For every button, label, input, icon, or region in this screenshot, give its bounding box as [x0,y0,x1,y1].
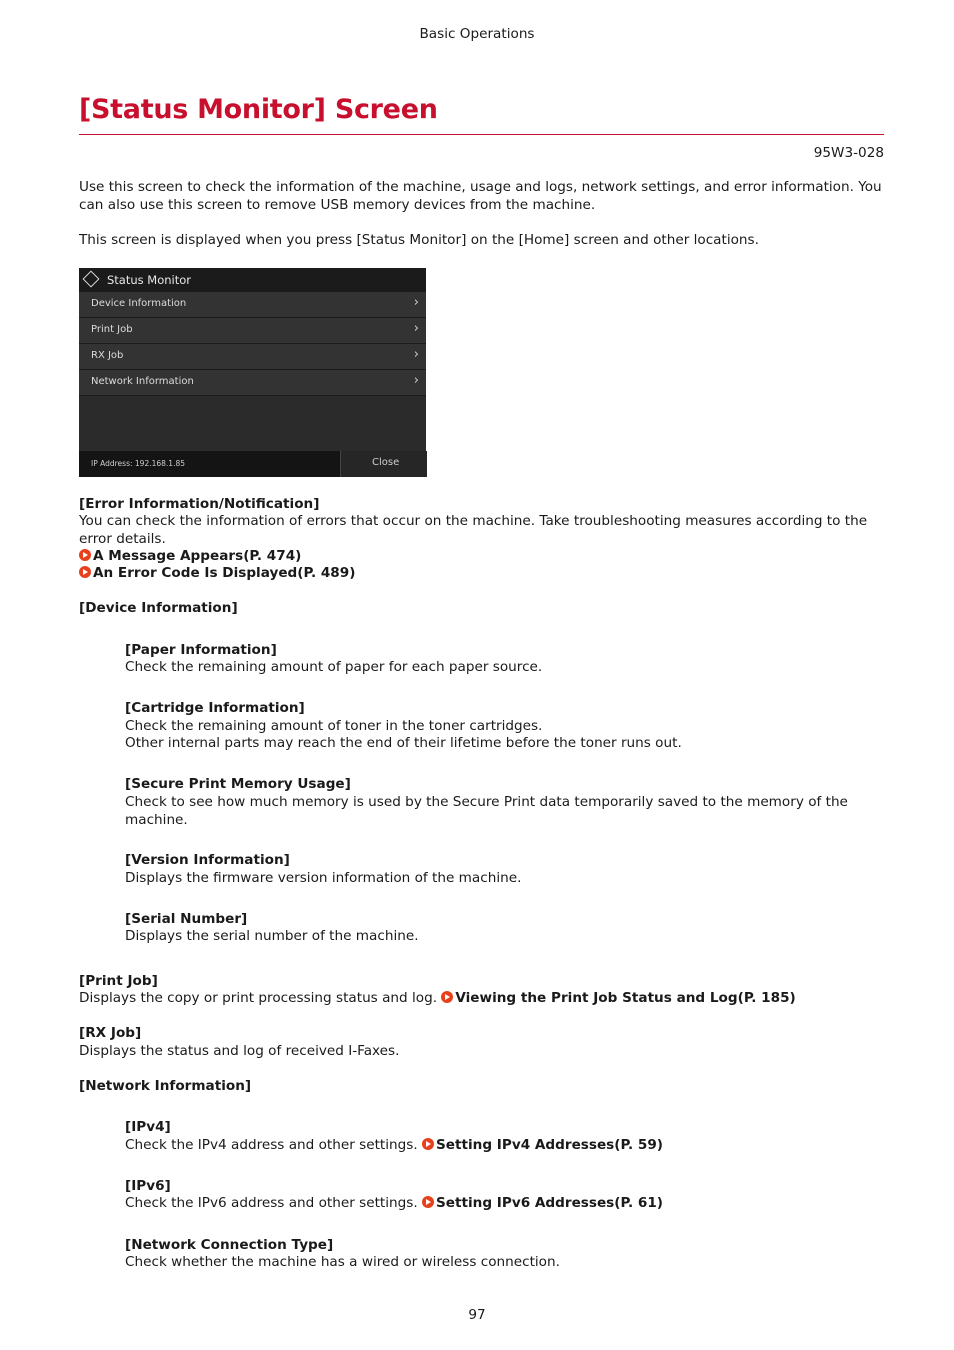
screen-title: Status Monitor [107,273,192,287]
network-info-heading: [Network Information] [79,1078,252,1094]
chevron-right-icon: › [413,347,419,362]
chevron-right-icon: › [413,321,419,336]
screen-item-label: Network Information [91,376,194,387]
screen-item-label: Print Job [91,324,133,335]
screen-item-rx-job[interactable] [79,344,426,370]
circle-arrow-icon [79,549,91,561]
ipv4-heading: [IPv4] [125,1119,171,1135]
ip-address-text: IP Address: 192.168.1.85 [91,459,185,468]
circle-arrow-icon [422,1138,434,1150]
print-job-heading: [Print Job] [79,973,158,989]
paper-info-heading: [Paper Information] [125,642,277,658]
close-button[interactable] [340,451,427,477]
screen-title-bar [79,268,426,292]
rx-job-heading: [RX Job] [79,1025,142,1041]
close-button-label: Close [372,457,400,468]
title-rule [79,134,884,135]
secure-print-heading: [Secure Print Memory Usage] [125,776,351,792]
running-header: Basic Operations [419,26,535,42]
intro-paragraph-1: Use this screen to check the information of the machine, usage and logs, network settings, and error information. You can also use this screen to remove USB memory devices from the machine. [79,179,882,213]
version-info-heading: [Version Information] [125,852,290,868]
print-job-body: Displays the copy or print processing status and log. Viewing the Print Job Status and Log(P. 185) [79,990,796,1006]
document-id: 95W3-028 [813,145,884,161]
ipv6-heading: [IPv6] [125,1178,171,1194]
page-number: 97 [468,1307,486,1323]
ipv6-body: Check the IPv6 address and other settings. Setting IPv6 Addresses(P. 61) [125,1195,663,1211]
serial-number-heading: [Serial Number] [125,911,248,927]
error-info-body: You can check the information of errors that occur on the machine. Take troubleshooting measures according to the error details. [79,513,868,547]
circle-arrow-icon [79,566,91,578]
connection-type-body: Check whether the machine has a wired or wireless connection. [125,1254,560,1270]
circle-arrow-icon [422,1196,434,1208]
screen-item-device-information[interactable] [79,292,426,318]
message-appears-link[interactable]: A Message Appears(P. 474) [79,548,884,566]
serial-number-body: Displays the serial number of the machine. [125,928,419,944]
secure-print-body: Check to see how much memory is used by the Secure Print data temporarily saved to the memory of the machine. [125,794,848,828]
device-info-heading: [Device Information] [79,600,238,616]
cartridge-info-heading: [Cartridge Information] [125,700,305,716]
rx-job-body: Displays the status and log of received I-Faxes. [79,1043,400,1059]
error-info-heading: [Error Information/Notification] [79,496,320,512]
status-monitor-icon [83,271,100,288]
intro-paragraph-2: This screen is displayed when you press [Status Monitor] on the [Home] screen and other locations. [79,232,759,248]
print-job-status-link[interactable]: Viewing the Print Job Status and Log(P. 185) [441,990,795,1006]
ipv4-settings-link[interactable]: Setting IPv4 Addresses(P. 59) [422,1137,663,1153]
screen-item-print-job[interactable] [79,318,426,344]
cartridge-info-body-1: Check the remaining amount of toner in the toner cartridges. [125,718,543,734]
screen-item-network-information[interactable] [79,370,426,396]
connection-type-heading: [Network Connection Type] [125,1237,334,1253]
ipv6-settings-link[interactable]: Setting IPv6 Addresses(P. 61) [422,1195,663,1211]
cartridge-info-body-2: Other internal parts may reach the end of their lifetime before the toner runs out. [125,735,682,751]
chevron-right-icon: › [413,295,419,310]
ipv4-body: Check the IPv4 address and other settings. Setting IPv4 Addresses(P. 59) [125,1137,663,1153]
status-monitor-screenshot [79,268,426,477]
paper-info-body: Check the remaining amount of paper for each paper source. [125,659,543,675]
screen-item-label: Device Information [91,298,187,309]
page-title: [Status Monitor] Screen [79,94,438,125]
screen-item-label: RX Job [91,350,124,361]
version-info-body: Displays the firmware version information of the machine. [125,870,522,886]
screen-footer [79,451,426,477]
error-code-link[interactable]: An Error Code Is Displayed(P. 489) [79,565,884,583]
circle-arrow-icon [441,991,453,1003]
chevron-right-icon: › [413,373,419,388]
